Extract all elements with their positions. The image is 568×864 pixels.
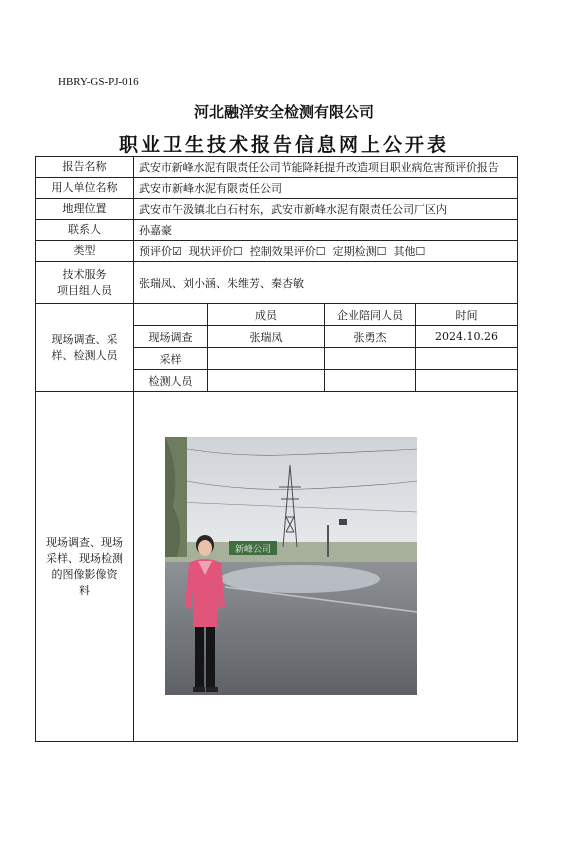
type-option-pre-evaluation[interactable]: 预评价☑ <box>139 245 182 258</box>
type-label: 类型 <box>36 241 134 262</box>
team-label <box>36 262 134 304</box>
row-report-name <box>36 157 518 178</box>
survey-time: 2024.10.26 <box>416 326 518 348</box>
photo-label <box>36 392 134 742</box>
document-code: HBRY-GS-PJ-016 <box>58 76 139 88</box>
survey-time <box>416 348 518 370</box>
type-option-status-evaluation[interactable]: 现状评价☐ <box>188 245 243 258</box>
team-label-line2: 项目组人员 <box>57 283 112 297</box>
survey-member: 张瑞凤 <box>208 326 325 348</box>
contact-value: 孙嘉豪 <box>134 220 518 241</box>
location-label: 地理位置 <box>36 199 134 220</box>
photo-label-line3: 的图像影像资 <box>51 567 118 581</box>
report-name-label: 报告名称 <box>36 157 134 178</box>
row-team <box>36 262 518 304</box>
survey-header-escort: 企业陪同人员 <box>325 304 416 326</box>
type-option-periodic-test[interactable]: 定期检测☐ <box>332 245 387 258</box>
survey-member <box>208 348 325 370</box>
photo-pole <box>327 525 329 557</box>
photo-label-line1: 现场调查、现场 <box>46 535 123 549</box>
form-title: 职业卫生技术报告信息网上公开表 <box>118 134 449 156</box>
site-photo <box>165 437 417 695</box>
survey-header-row <box>36 304 518 326</box>
type-option-control-effect[interactable]: 控制效果评价☐ <box>249 245 326 258</box>
photo-lamp <box>339 519 347 525</box>
employer-value: 武安市新峰水泥有限责任公司 <box>134 178 518 199</box>
photo-trees-left <box>165 437 187 557</box>
survey-role: 检测人员 <box>134 370 208 392</box>
row-employer <box>36 178 518 199</box>
type-option-other[interactable]: 其他☐ <box>393 245 426 258</box>
row-photo <box>36 392 518 742</box>
survey-escort: 张勇杰 <box>325 326 416 348</box>
row-contact <box>36 220 518 241</box>
report-name-value: 武安市新峰水泥有限责任公司节能降耗提升改造项目职业病危害预评价报告 <box>134 157 518 178</box>
row-type <box>36 241 518 262</box>
survey-label <box>36 304 134 392</box>
factory-sign-text: 新峰公司 <box>234 545 272 555</box>
disclosure-form-table <box>35 156 518 742</box>
team-label-line1: 技术服务 <box>62 267 107 281</box>
survey-escort <box>325 348 416 370</box>
survey-role: 现场调查 <box>134 326 208 348</box>
survey-header-time: 时间 <box>416 304 518 326</box>
survey-role: 采样 <box>134 348 208 370</box>
photo-cell <box>134 392 518 742</box>
survey-escort <box>325 370 416 392</box>
row-location <box>36 199 518 220</box>
photo-label-line4: 料 <box>79 583 90 597</box>
survey-member <box>208 370 325 392</box>
employer-label: 用人单位名称 <box>36 178 134 199</box>
photo-label-line2: 采样、现场检测 <box>46 551 123 565</box>
contact-label: 联系人 <box>36 220 134 241</box>
location-value: 武安市午汲镇北白石村东，武安市新峰水泥有限责任公司厂区内 <box>134 199 518 220</box>
company-name: 河北融洋安全检测有限公司 <box>193 103 374 121</box>
survey-label-line2: 样、检测人员 <box>51 348 118 362</box>
survey-header-empty <box>134 304 208 326</box>
survey-time <box>416 370 518 392</box>
survey-header-members: 成员 <box>208 304 325 326</box>
survey-label-line1: 现场调查、采 <box>51 332 118 346</box>
team-value: 张瑞凤、刘小涵、朱维芳、秦杏敏 <box>134 262 518 304</box>
type-options <box>134 241 518 262</box>
